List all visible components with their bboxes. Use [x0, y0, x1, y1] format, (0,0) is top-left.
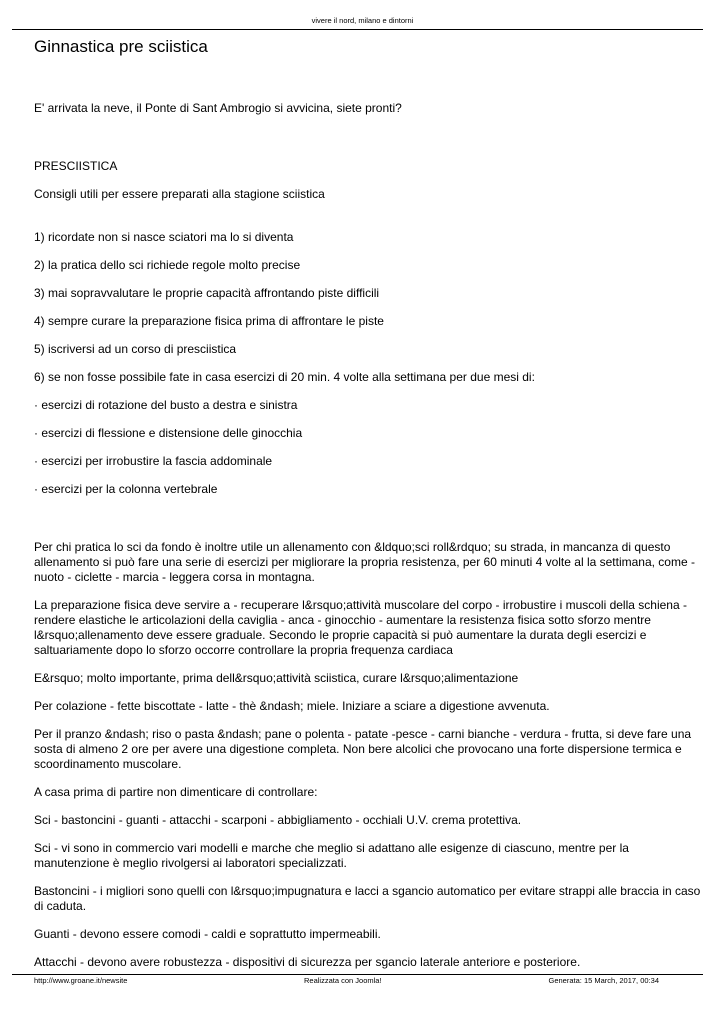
footer-generated: Generata: 15 March, 2017, 00:34 [548, 976, 659, 985]
site-header: vivere il nord, milano e dintorni [311, 16, 414, 25]
paragraph: Attacchi - devono avere robustezza - dispositivi di sicurezza per sgancio laterale anteriore e posteriore. [34, 955, 581, 969]
top-divider [12, 29, 703, 30]
paragraph: Bastoncini - i migliori sono quelli con l&rsquo;impugnatura e lacci a sgancio automatico per evitare strappi alle braccia in caso di caduta. [34, 884, 701, 913]
bottom-divider [12, 974, 703, 975]
list-item: 4) sempre curare la preparazione fisica prima di affrontare le piste [34, 314, 384, 328]
article-body [34, 100, 704, 970]
paragraph: Sci - vi sono in commercio vari modelli e marche che meglio si adattano alle esigenze di ciascuno, mentre per la manutenzione è meglio rivolgersi ai laboratori specializzati. [34, 841, 629, 870]
exercise-item: · esercizi per la colonna vertebrale [34, 482, 218, 496]
list-item: 6) se non fosse possibile fate in casa esercizi di 20 min. 4 volte alla settimana per due mesi di: [34, 370, 535, 384]
list-item: 1) ricordate non si nasce sciatori ma lo si diventa [34, 230, 294, 244]
paragraph: E&rsquo; molto importante, prima dell&rsquo;attività sciistica, curare l&rsquo;alimentazione [34, 671, 519, 685]
section-heading: PRESCIISTICA [34, 159, 118, 173]
exercise-item: · esercizi di flessione e distensione delle ginocchia [34, 426, 303, 440]
list-item: 5) iscriversi ad un corso di presciistica [34, 342, 237, 356]
article-title: Ginnastica pre sciistica [34, 37, 208, 56]
paragraph: Per chi pratica lo sci da fondo è inoltre utile un allenamento con &ldquo;sci roll&rdquo; su strada, in mancanza di questo allenamento si può fare una serie di esercizi per migliorare la propria resistenza, per 60 minuti 4 volte al la settimana, come - nuoto - ciclette - marcia - leggera corsa in montagna. [34, 540, 695, 584]
paragraph: La preparazione fisica deve servire a - recuperare l&rsquo;attività muscolare del corpo - irrobustire i muscoli della schiena - rendere elastiche le articolazioni della caviglia - anca - ginocchio - aumentare la resistenza fisica sotto sforzo mentre l&rsquo;allenamento deve essere graduale. Secondo le proprie capacità si può aumentare la durata degli esercizi e saltuariamente dopo lo sforzo occorre controllare la propria frequenza cardiaca [34, 598, 687, 657]
exercise-item: · esercizi per irrobustire la fascia addominale [34, 454, 273, 468]
intro-text: E' arrivata la neve, il Ponte di Sant Ambrogio si avvicina, siete pronti? [34, 101, 402, 115]
footer-url: http://www.groane.it/newsite [34, 976, 128, 985]
paragraph: Sci - bastoncini - guanti - attacchi - scarponi - abbigliamento - occhiali U.V. crema protettiva. [34, 813, 522, 827]
paragraph: Guanti - devono essere comodi - caldi e soprattutto impermeabili. [34, 927, 381, 941]
paragraph: Per il pranzo &ndash; riso o pasta &ndash; pane o polenta - patate -pesce - carni bianche - verdura - frutta, si deve fare una sosta di almeno 2 ore per avere una digestione completa. Non bere alcolici che provocano una forte dispersione termica e scoordinamento muscolare. [34, 727, 692, 771]
list-item: 3) mai sopravvalutare le proprie capacità affrontando piste difficili [34, 286, 380, 300]
paragraph: A casa prima di partire non dimenticare di controllare: [34, 785, 318, 799]
exercise-item: · esercizi di rotazione del busto a destra e sinistra [34, 398, 298, 412]
list-item: 2) la pratica dello sci richiede regole molto precise [34, 258, 301, 272]
paragraph: Per colazione - fette biscottate - latte - thè &ndash; miele. Iniziare a sciare a digestione avvenuta. [34, 699, 550, 713]
section-subtitle: Consigli utili per essere preparati alla stagione sciistica [34, 187, 325, 201]
footer-made-with: Realizzata con Joomla! [304, 976, 382, 985]
